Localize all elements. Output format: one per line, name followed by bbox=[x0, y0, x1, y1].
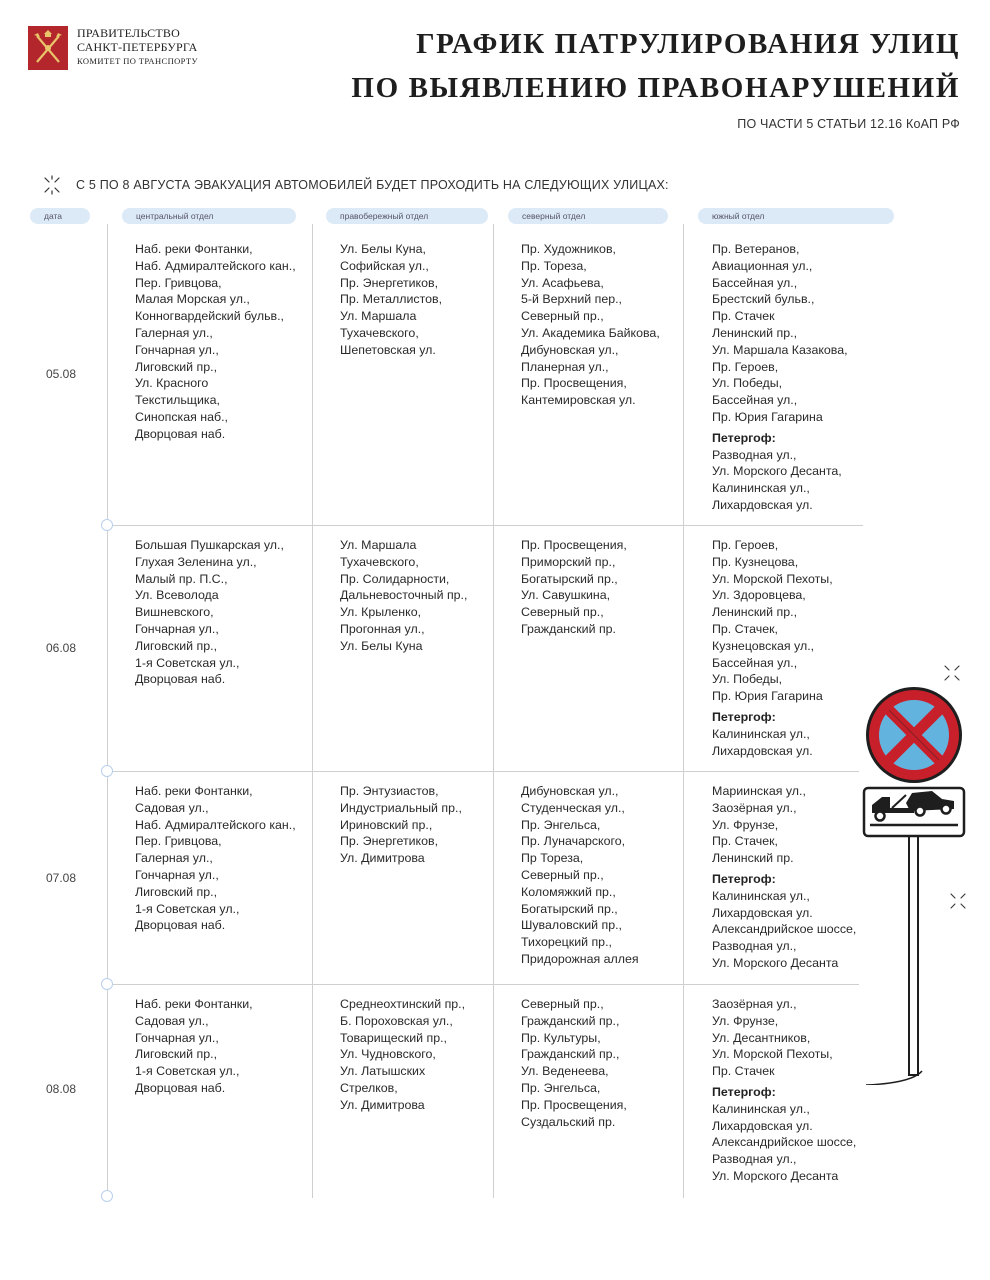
street-item: Лиговский пр., bbox=[135, 1047, 218, 1062]
street-item: Бассейная ул., bbox=[712, 275, 798, 290]
logo-line-2: САНКТ-ПЕТЕРБУРГА bbox=[77, 40, 198, 54]
street-item: Пр. Кузнецова, bbox=[712, 554, 799, 569]
street-item: Бассейная ул., bbox=[712, 393, 798, 408]
subdistrict-streets bbox=[712, 888, 856, 972]
street-item: Пр. Художников, bbox=[521, 242, 616, 256]
street-item: Дворцовая наб. bbox=[135, 1080, 226, 1095]
column-header-north: северный отдел bbox=[508, 208, 668, 224]
street-item: Наб. реки Фонтанки, bbox=[135, 784, 253, 798]
street-item: Калининская ул., bbox=[712, 481, 810, 496]
south-streets bbox=[712, 241, 848, 426]
street-item: Придорожная аллея bbox=[521, 951, 639, 966]
street-item: Индустриальный пр., bbox=[340, 800, 462, 815]
street-item: Малая Морская ул., bbox=[135, 292, 250, 307]
cell-right-bank bbox=[340, 783, 462, 867]
street-item: Ул. Белы Куна, bbox=[340, 242, 426, 256]
south-streets bbox=[712, 996, 856, 1080]
street-item: Пр. Просвещения, bbox=[521, 538, 627, 552]
street-item: Садовая ул., bbox=[135, 1013, 209, 1028]
cell-right-bank bbox=[340, 996, 465, 1114]
row-divider bbox=[107, 771, 859, 772]
cell-south bbox=[712, 241, 848, 514]
street-item: Галерная ул., bbox=[135, 325, 213, 340]
street-item: Ул. Димитрова bbox=[340, 1097, 425, 1112]
cell-right-bank bbox=[340, 241, 442, 359]
street-item: Разводная ул., bbox=[712, 1152, 797, 1167]
street-item: Суздальский пр. bbox=[521, 1114, 616, 1129]
street-item: Ул. Димитрова bbox=[340, 851, 425, 866]
sparkle-icon bbox=[42, 175, 62, 195]
street-item: Ул. Победы, bbox=[712, 376, 783, 391]
street-item: Лихардовская ул. bbox=[712, 905, 813, 920]
cell-south bbox=[712, 537, 833, 759]
street-item: Текстильщика, bbox=[135, 393, 220, 408]
street-item: Пр. Культуры, bbox=[521, 1030, 601, 1045]
street-item: Лиговский пр., bbox=[135, 638, 218, 653]
timeline-dot bbox=[101, 978, 113, 990]
street-item: Приморский пр., bbox=[521, 554, 616, 569]
row-date: 08.08 bbox=[45, 1082, 77, 1096]
cell-north bbox=[521, 783, 639, 968]
column-header-right-bank: правобережный отдел bbox=[326, 208, 488, 224]
subdistrict-streets bbox=[712, 726, 833, 760]
street-item: Лихардовская ул. bbox=[712, 1118, 813, 1133]
street-item: Ул. Морского Десанта bbox=[712, 1168, 839, 1183]
street-item: 1-я Советская ул., bbox=[135, 901, 240, 916]
street-item: Дворцовая наб. bbox=[135, 918, 226, 933]
street-item: Гражданский пр., bbox=[521, 1013, 620, 1028]
row-date: 05.08 bbox=[45, 367, 77, 381]
street-item: Ленинский пр. bbox=[712, 851, 794, 866]
street-item: Галерная ул., bbox=[135, 851, 213, 866]
street-item: Стрелков, bbox=[340, 1080, 398, 1095]
street-item: Пр. Юрия Гагарина bbox=[712, 689, 823, 704]
street-item: Александрийское шоссе, bbox=[712, 922, 857, 937]
street-item: Ул. Морской Пехоты, bbox=[712, 571, 833, 586]
street-item: Ул. Академика Байкова, bbox=[521, 325, 660, 340]
street-item: Разводная ул., bbox=[712, 939, 797, 954]
timeline-line bbox=[107, 224, 108, 1196]
street-item: Кузнецовская ул., bbox=[712, 638, 815, 653]
logo bbox=[28, 26, 198, 70]
street-item: Ул. Всеволода bbox=[135, 588, 219, 603]
street-item: Дворцовая наб. bbox=[135, 672, 226, 687]
south-streets bbox=[712, 783, 856, 867]
street-item: Коломяжкий пр., bbox=[521, 884, 616, 899]
street-item: Пр. Стачек bbox=[712, 309, 775, 324]
street-item: Северный пр., bbox=[521, 309, 604, 324]
street-item: Богатырский пр., bbox=[521, 901, 618, 916]
street-item: Тухачевского, bbox=[340, 325, 419, 340]
column-header-date: дата bbox=[30, 208, 90, 224]
timeline-dot bbox=[101, 1190, 113, 1202]
street-item: Ул. Чудновского, bbox=[340, 1047, 436, 1062]
street-item: Ул. Десантников, bbox=[712, 1030, 811, 1045]
street-item: Дворцовая наб. bbox=[135, 426, 226, 441]
subdistrict-title: Петергоф: bbox=[712, 1084, 776, 1099]
column-header-central: центральный отдел bbox=[122, 208, 296, 224]
street-item: Наб. реки Фонтанки, bbox=[135, 242, 253, 256]
street-item: Гончарная ул., bbox=[135, 1030, 219, 1045]
subdistrict-title: Петергоф: bbox=[712, 871, 776, 886]
street-item: Ленинский пр., bbox=[712, 325, 798, 340]
cell-central bbox=[135, 241, 296, 443]
south-streets bbox=[712, 537, 833, 705]
street-item: Товарищеский пр., bbox=[340, 1030, 447, 1045]
street-item: Ул. Латышских bbox=[340, 1064, 426, 1079]
street-item: Пр. Героев, bbox=[712, 359, 779, 374]
column-divider bbox=[493, 224, 494, 1198]
street-item: Садовая ул., bbox=[135, 800, 209, 815]
row-date: 06.08 bbox=[45, 641, 77, 655]
street-item: Калининская ул., bbox=[712, 726, 810, 741]
street-item: Пр. Луначарского, bbox=[521, 834, 626, 849]
street-item: Синопская наб., bbox=[135, 409, 228, 424]
street-item: Мариинская ул., bbox=[712, 784, 806, 798]
timeline-dot bbox=[101, 765, 113, 777]
cell-central bbox=[135, 783, 296, 934]
street-item: Пр. Металлистов, bbox=[340, 292, 443, 307]
column-header-south: южный отдел bbox=[698, 208, 894, 224]
notice bbox=[42, 175, 669, 195]
street-item: Ул. Красного bbox=[135, 376, 209, 391]
street-item: Б. Пороховская ул., bbox=[340, 1013, 453, 1028]
street-item: Пер. Гривцова, bbox=[135, 275, 222, 290]
street-item: Ул. Маршала bbox=[340, 538, 417, 552]
street-item: Студенческая ул., bbox=[521, 800, 625, 815]
street-item: Планерная ул., bbox=[521, 359, 609, 374]
street-item: Заозёрная ул., bbox=[712, 800, 797, 815]
street-item: Пр. Просвещения, bbox=[521, 1097, 627, 1112]
street-item: 1-я Советская ул., bbox=[135, 1064, 240, 1079]
spb-coat-of-arms-icon bbox=[28, 26, 68, 70]
row-date: 07.08 bbox=[45, 871, 77, 885]
street-item: Пр. Энтузиастов, bbox=[340, 784, 439, 798]
street-item: Гончарная ул., bbox=[135, 867, 219, 882]
street-item: Наб. Адмиралтейского кан., bbox=[135, 258, 296, 273]
street-item: Дальневосточный пр., bbox=[340, 588, 468, 603]
cell-north bbox=[521, 241, 660, 409]
street-item: Пр. Ветеранов, bbox=[712, 242, 800, 256]
street-item: Глухая Зеленина ул., bbox=[135, 554, 257, 569]
cell-right-bank bbox=[340, 537, 467, 655]
street-item: 5-й Верхний пер., bbox=[521, 292, 622, 307]
street-item: Ул. Маршала bbox=[340, 309, 417, 324]
street-item: Пр. Энгельса, bbox=[521, 817, 601, 832]
page-title-line-1: ГРАФИК ПАТРУЛИРОВАНИЯ УЛИЦ bbox=[416, 28, 960, 60]
street-item: Гражданский пр. bbox=[521, 621, 616, 636]
street-item: Ул. Морской Пехоты, bbox=[712, 1047, 833, 1062]
street-item: Шуваловский пр., bbox=[521, 918, 622, 933]
cell-north bbox=[521, 996, 627, 1130]
street-item: Калининская ул., bbox=[712, 888, 810, 903]
street-item: Пр. Тореза, bbox=[521, 258, 587, 273]
street-item: Дибуновская ул., bbox=[521, 342, 619, 357]
row-divider bbox=[107, 525, 863, 526]
notice-text: С 5 ПО 8 АВГУСТА ЭВАКУАЦИЯ АВТОМОБИЛЕЙ БУДЕТ ПРОХОДИТЬ НА СЛЕДУЮЩИХ УЛИЦАХ: bbox=[76, 178, 669, 192]
street-item: Пр. Энгельса, bbox=[521, 1080, 601, 1095]
street-item: Ул. Крыленко, bbox=[340, 605, 422, 620]
street-item: Пр. Юрия Гагарина bbox=[712, 409, 823, 424]
street-item: Гончарная ул., bbox=[135, 621, 219, 636]
street-item: Ул. Морского Десанта, bbox=[712, 464, 842, 479]
street-item: Конногвардейский бульв., bbox=[135, 309, 284, 324]
cell-north bbox=[521, 537, 627, 638]
column-divider bbox=[312, 224, 313, 1198]
street-item: Ул. Асафьева, bbox=[521, 275, 604, 290]
street-item: Ул. Морского Десанта bbox=[712, 955, 839, 970]
street-item: Лиговский пр., bbox=[135, 359, 218, 374]
subdistrict-streets bbox=[712, 1101, 856, 1185]
street-item: Брестский бульв., bbox=[712, 292, 815, 307]
row-divider bbox=[107, 984, 859, 985]
street-item: Северный пр., bbox=[521, 997, 604, 1011]
timeline-dot bbox=[101, 519, 113, 531]
street-item: Ул. Фрунзе, bbox=[712, 1013, 779, 1028]
street-item: Пр. Стачек bbox=[712, 1064, 775, 1079]
street-item: Пр. Солидарности, bbox=[340, 571, 450, 586]
street-item: Богатырский пр., bbox=[521, 571, 618, 586]
cell-central bbox=[135, 537, 284, 688]
street-item: Разводная ул., bbox=[712, 447, 797, 462]
street-item: Ириновский пр., bbox=[340, 817, 433, 832]
logo-line-1: ПРАВИТЕЛЬСТВО bbox=[77, 26, 180, 40]
street-item: Гражданский пр., bbox=[521, 1047, 620, 1062]
street-item: Калининская ул., bbox=[712, 1101, 810, 1116]
street-item: Ул. Здоровцева, bbox=[712, 588, 806, 603]
street-item: Пр. Стачек, bbox=[712, 834, 778, 849]
street-item: Ул. Савушкина, bbox=[521, 588, 611, 603]
street-item: Ленинский пр., bbox=[712, 605, 798, 620]
street-item: Наб. Адмиралтейского кан., bbox=[135, 817, 296, 832]
street-item: Софийская ул., bbox=[340, 258, 429, 273]
street-item: Авиационная ул., bbox=[712, 258, 813, 273]
street-item: Ул. Победы, bbox=[712, 672, 783, 687]
page-title-line-2: ПО ВЫЯВЛЕНИЮ ПРАВОНАРУШЕНИЙ bbox=[351, 72, 960, 104]
street-item: Малый пр. П.С., bbox=[135, 571, 228, 586]
cell-south bbox=[712, 996, 856, 1185]
column-divider bbox=[683, 224, 684, 1198]
street-item: Северный пр., bbox=[521, 867, 604, 882]
street-item: Ул. Маршала Казакова, bbox=[712, 342, 848, 357]
street-item: Среднеохтинский пр., bbox=[340, 997, 466, 1011]
street-item: Кантемировская ул. bbox=[521, 393, 636, 408]
logo-line-3: КОМИТЕТ ПО ТРАНСПОРТУ bbox=[77, 56, 198, 66]
cell-central bbox=[135, 996, 253, 1097]
subdistrict-title: Петергоф: bbox=[712, 709, 776, 724]
page-subtitle: ПО ЧАСТИ 5 СТАТЬИ 12.16 КоАП РФ bbox=[737, 117, 960, 131]
street-item: Лихардовская ул. bbox=[712, 743, 813, 758]
street-item: Пр. Просвещения, bbox=[521, 376, 627, 391]
street-item: Наб. реки Фонтанки, bbox=[135, 997, 253, 1011]
street-item: Лихардовская ул. bbox=[712, 497, 813, 512]
street-item: Пер. Гривцова, bbox=[135, 834, 222, 849]
subdistrict-title: Петергоф: bbox=[712, 430, 776, 445]
street-item: Тихорецкий пр., bbox=[521, 935, 612, 950]
page-title bbox=[351, 22, 960, 110]
street-item: 1-я Советская ул., bbox=[135, 655, 240, 670]
street-item: Шепетовская ул. bbox=[340, 342, 436, 357]
street-item: Пр. Героев, bbox=[712, 538, 779, 552]
street-item: Вишневского, bbox=[135, 605, 214, 620]
street-item: Заозёрная ул., bbox=[712, 997, 797, 1011]
street-item: Ул. Фрунзе, bbox=[712, 817, 779, 832]
street-item: Пр Тореза, bbox=[521, 851, 584, 866]
cell-south bbox=[712, 783, 856, 972]
street-item: Пр. Энергетиков, bbox=[340, 275, 439, 290]
subdistrict-streets bbox=[712, 447, 848, 514]
street-item: Бассейная ул., bbox=[712, 655, 798, 670]
street-item: Ул. Веденеева, bbox=[521, 1064, 609, 1079]
street-item: Северный пр., bbox=[521, 605, 604, 620]
street-item: Пр. Стачек, bbox=[712, 621, 778, 636]
street-item: Дибуновская ул., bbox=[521, 784, 619, 798]
street-item: Большая Пушкарская ул., bbox=[135, 538, 284, 552]
street-item: Тухачевского, bbox=[340, 554, 419, 569]
street-item: Ул. Белы Куна bbox=[340, 638, 423, 653]
street-item: Прогонная ул., bbox=[340, 621, 425, 636]
no-stopping-tow-truck-sign-icon bbox=[862, 685, 968, 1085]
street-item: Лиговский пр., bbox=[135, 884, 218, 899]
street-item: Пр. Энергетиков, bbox=[340, 834, 439, 849]
sparkle-icon bbox=[943, 664, 961, 682]
street-item: Гончарная ул., bbox=[135, 342, 219, 357]
street-item: Александрийское шоссе, bbox=[712, 1135, 857, 1150]
